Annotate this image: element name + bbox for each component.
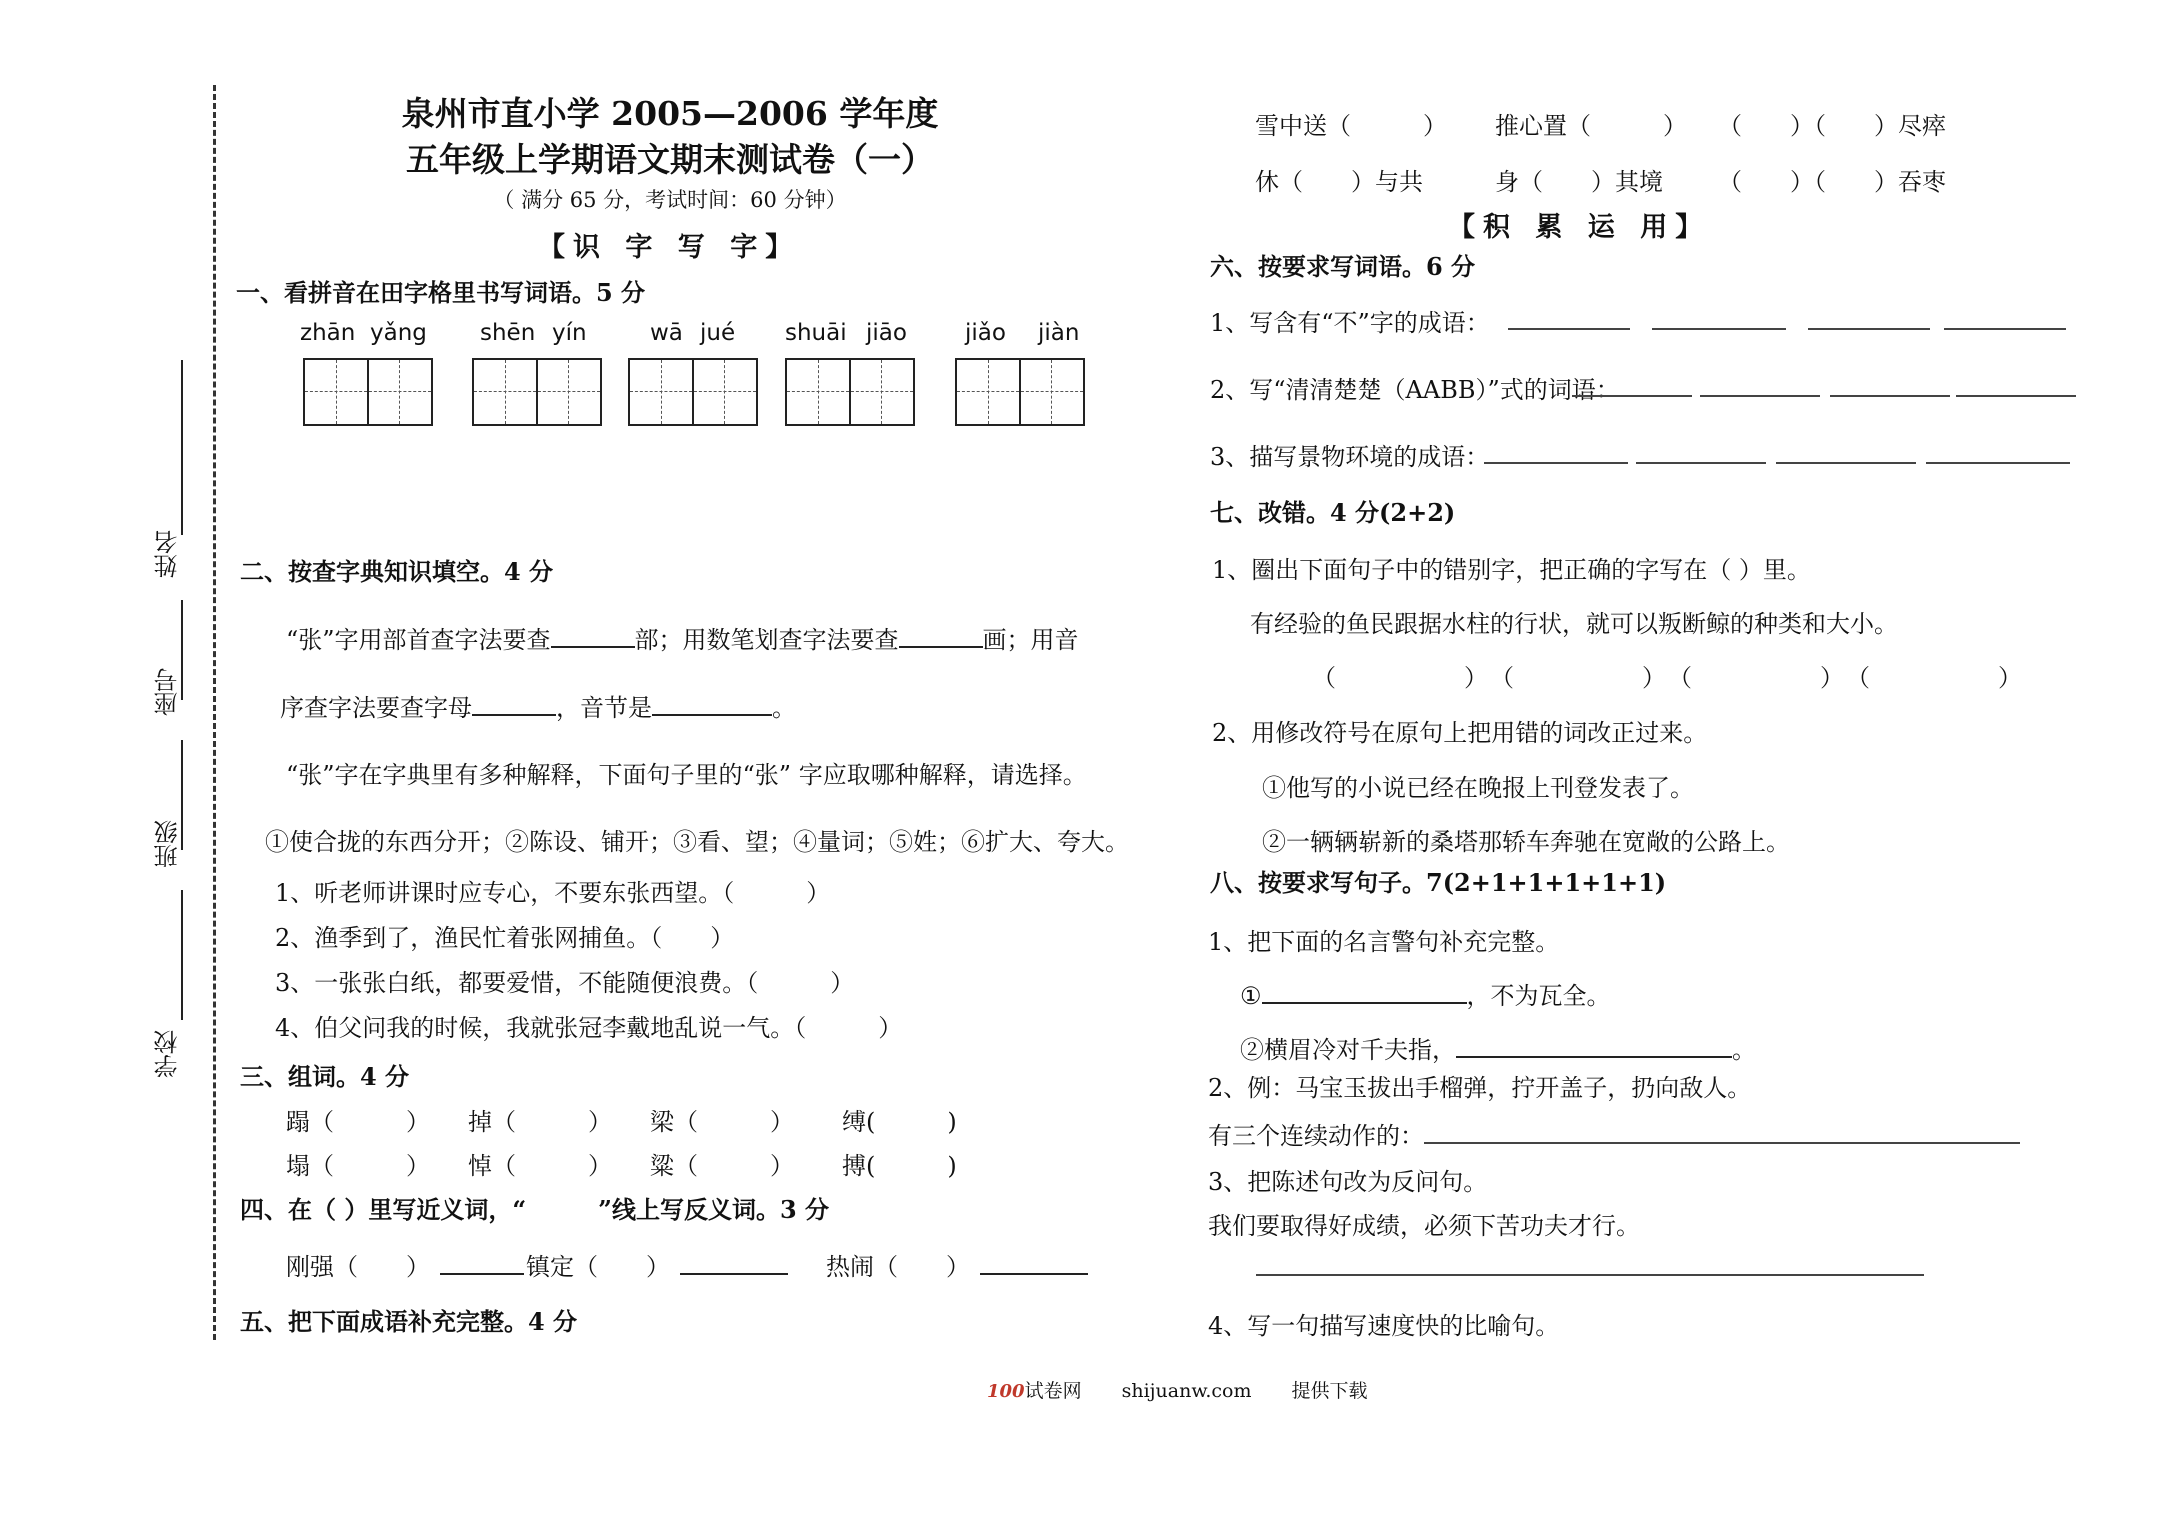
q3-row1-2: 掉（ ） (468, 1108, 612, 1136)
q5-row2-3: （ ）（ ）吞枣 (1718, 168, 1946, 196)
q6-1-blank-2[interactable] (1652, 328, 1786, 330)
q1-pinyin-5a: jiǎo (965, 320, 1006, 346)
name-write-line (181, 360, 183, 535)
class-label: 班级 (154, 820, 182, 868)
q1-pinyin-3a: wā (650, 320, 683, 346)
q1-grid-5[interactable] (955, 358, 1085, 426)
binding-dashed-line (213, 85, 216, 1340)
q6-2-blank-1[interactable] (1572, 395, 1692, 397)
q1-pinyin-2b: yín (552, 320, 587, 346)
school-write-line (181, 890, 183, 1020)
q6-3-blank-1[interactable] (1484, 462, 1628, 464)
q6-heading: 六、按要求写词语。6 分 (1210, 252, 1476, 281)
q1-grid-4[interactable] (785, 358, 915, 426)
q2-item-2: 2、渔季到了，渔民忙着张网捕鱼。（ ） (275, 924, 735, 952)
q3-row2-2: 悼（ ） (468, 1152, 612, 1180)
q3-row2-4: 搏( ) (842, 1152, 957, 1180)
q1-grid-2[interactable] (472, 358, 602, 426)
q5-row1-1: 雪中送（ ） (1255, 112, 1447, 140)
exam-title-line2: 五年级上学期语文期末测试卷（一） (406, 140, 934, 179)
q7-item-1: 1、圈出下面句子中的错别字，把正确的字写在（ ）里。 (1212, 556, 1811, 584)
footer-domain[interactable]: shijuanw.com (1121, 1380, 1252, 1402)
footer-note: 提供下载 (1291, 1380, 1368, 1402)
q1-pinyin-1b: yǎng (370, 320, 427, 346)
q6-3-blank-3[interactable] (1776, 462, 1916, 464)
q8-item-2: 2、例：马宝玉拔出手榴弹，拧开盖子，扔向敌人。 (1208, 1074, 1752, 1102)
q6-1-blank-4[interactable] (1944, 328, 2066, 330)
q8-item-4: 4、写一句描写速度快的比喻句。 (1208, 1312, 1560, 1340)
school-label: 学校 (154, 1030, 182, 1078)
exam-title-line1: 泉州市直小学 2005—2006 学年度 (401, 94, 939, 133)
q3-row1-1: 蹋（ ） (286, 1108, 430, 1136)
q8-item-3: 3、把陈述句改为反问句。 (1208, 1168, 1488, 1196)
q8-item-2-prompt: 有三个连续动作的： (1208, 1122, 1424, 1150)
q1-pinyin-4b: jiāo (866, 320, 907, 346)
q7-sentence-2a: ①他写的小说已经在晚报上刊登发表了。 (1262, 774, 1694, 802)
q8-item-1: 1、把下面的名言警句补充完整。 (1208, 928, 1560, 956)
q1-grid-3[interactable] (628, 358, 758, 426)
q6-item-2: 2、写“清清楚楚（AABB）”式的词语： (1210, 376, 1620, 404)
q6-3-blank-2[interactable] (1636, 462, 1766, 464)
q8-item-3-answer-line[interactable] (1256, 1274, 1924, 1276)
q1-pinyin-5b: jiàn (1038, 320, 1080, 346)
q2-line1: “张”字用部首查字法要查 部；用数笔划查字法要查 画；用音 (286, 626, 1079, 654)
q7-sentence-1: 有经验的鱼民跟据水柱的行状，就可以叛断鲸的种类和大小。 (1250, 610, 1898, 638)
q8-item-3-sentence: 我们要取得好成绩，必须下苦功夫才行。 (1208, 1212, 1640, 1240)
q2-blank-letter[interactable] (472, 692, 556, 716)
q6-3-blank-4[interactable] (1926, 462, 2070, 464)
q6-1-blank-1[interactable] (1508, 328, 1630, 330)
q5-row2-1: 休（ ）与共 (1255, 168, 1423, 196)
q3-row2-3: 粱（ ） (650, 1152, 794, 1180)
q4-heading: 四、在（ ）里写近义词，“ ”线上写反义词。3 分 (240, 1195, 830, 1224)
q7-item-2: 2、用修改符号在原句上把用错的词改正过来。 (1212, 719, 1708, 747)
footer-site-name: 试卷网 (1024, 1380, 1082, 1402)
q1-heading: 一、看拼音在田字格里书写词语。5 分 (236, 278, 646, 307)
q2-blank-syllable[interactable] (652, 692, 772, 716)
q4-antonym-blank-2[interactable] (680, 1251, 788, 1275)
q5-row2-2: 身（ ）其境 (1495, 168, 1663, 196)
site-logo-icon: 100 (987, 1381, 1025, 1402)
q2-blank-radical[interactable] (551, 624, 635, 648)
q2-options: ①使合拢的东西分开；②陈设、铺开；③看、望；④量词；⑤姓；⑥扩大、夸大。 (265, 828, 1129, 856)
q2-item-3: 3、一张张白纸，都要爱惜，不能随便浪费。（ ） (275, 969, 855, 997)
q3-heading: 三、组词。4 分 (240, 1062, 410, 1091)
q3-row1-4: 缚( ) (842, 1108, 957, 1136)
q2-line2: 序查字法要查字母 ，音节是 。 (280, 694, 796, 722)
q7-correction-parens[interactable]: （ ）（ ）（ ）（ ） (1312, 664, 2036, 692)
q6-1-blank-3[interactable] (1808, 328, 1930, 330)
q8-quote-2-blank[interactable] (1456, 1034, 1732, 1058)
section-left-heading: 【识 字 写 字】 (538, 232, 801, 263)
q8-quote-1-blank[interactable] (1262, 980, 1467, 1004)
q4-item-2: 镇定（ ） (526, 1253, 670, 1281)
exam-subtitle: （ 满分 65 分，考试时间：60 分钟） (493, 188, 847, 212)
q4-item-3: 热闹（ ） (826, 1253, 970, 1281)
q2-item-4: 4、伯父问我的时候，我就张冠李戴地乱说一气。（ ） (275, 1014, 903, 1042)
q6-item-3: 3、描写景物环境的成语： (1210, 443, 1490, 471)
q2-item-1: 1、听老师讲课时应专心，不要东张西望。（ ） (275, 879, 831, 907)
q4-row (286, 1247, 1088, 1282)
seat-label: 座号 (154, 668, 182, 716)
q8-item-2-answer-line[interactable] (1424, 1142, 2020, 1144)
q8-quote-1: ① ，不为瓦全。 (1240, 982, 1611, 1010)
q4-antonym-blank-1[interactable] (440, 1251, 524, 1275)
q5-row1-3: （ ）（ ）尽瘁 (1718, 112, 1946, 140)
q1-pinyin-1a: zhān (300, 320, 356, 346)
q3-row1-3: 梁（ ） (650, 1108, 794, 1136)
q1-pinyin-2a: shēn (480, 320, 536, 346)
q5-row1-2: 推心置（ ） (1495, 112, 1687, 140)
q6-2-blank-3[interactable] (1830, 395, 1950, 397)
q8-quote-2: ②横眉冷对千夫指， 。 (1240, 1036, 1756, 1064)
q7-heading: 七、改错。4 分(2+2) (1210, 498, 1456, 527)
q2-blank-strokes[interactable] (899, 624, 983, 648)
q1-pinyin-3b: jué (700, 320, 736, 346)
q3-row2-1: 塌（ ） (286, 1152, 430, 1180)
q2-line3: “张”字在字典里有多种解释，下面句子里的“张” 字应取哪种解释，请选择。 (286, 761, 1087, 789)
q1-pinyin-4a: shuāi (785, 320, 847, 346)
footer (987, 1376, 1368, 1403)
q4-antonym-blank-3[interactable] (980, 1251, 1088, 1275)
name-label: 姓名 (154, 530, 182, 578)
q8-heading: 八、按要求写句子。7(2+1+1+1+1+1) (1210, 868, 1667, 897)
q4-item-1: 刚强（ ） (286, 1253, 430, 1281)
q2-heading: 二、按查字典知识填空。4 分 (240, 557, 554, 586)
q6-item-1: 1、写含有“不”字的成语： (1210, 309, 1490, 337)
q1-grid-1[interactable] (303, 358, 433, 426)
q6-2-blank-4[interactable] (1956, 395, 2076, 397)
q5-heading: 五、把下面成语补充完整。4 分 (240, 1307, 578, 1336)
q7-sentence-2b: ②一辆辆崭新的桑塔那轿车奔驰在宽敞的公路上。 (1262, 828, 1790, 856)
section-right-heading: 【积 累 运 用】 (1448, 212, 1711, 243)
q6-2-blank-2[interactable] (1700, 395, 1820, 397)
